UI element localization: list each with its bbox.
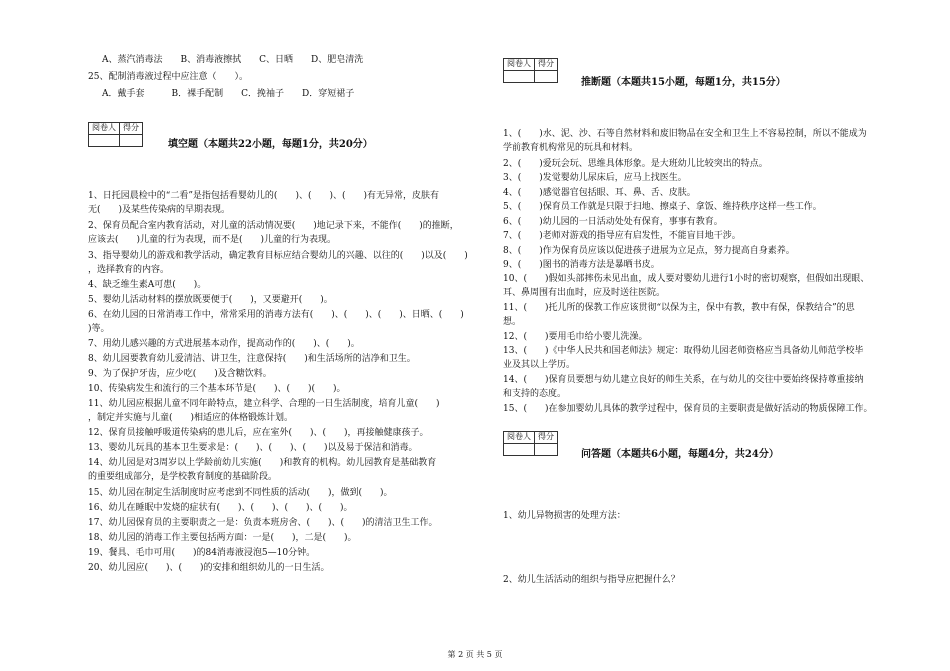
- option-line-24: A、蒸汽消毒法 B、消毒液擦拭 C、日晒 D、肥皂清洗: [102, 55, 364, 65]
- score-cell[interactable]: [535, 71, 558, 83]
- fill-line: 14、幼儿园是对3周岁以上学龄前幼儿实施( )和教育的机构。幼儿园教育是基础教育: [88, 458, 437, 468]
- score-label: 得分: [120, 123, 143, 135]
- judge-line: 7、( )老师对游戏的指导应有启发性，不能盲目地干涉。: [503, 231, 741, 241]
- score-cell[interactable]: [535, 444, 558, 456]
- fill-line: 的重要组成部分，是学校教育制度的基础阶段。: [88, 472, 278, 482]
- fill-line: 9、为了保护牙齿，应少吃( )及含糖饮料。: [88, 369, 272, 379]
- judge-line: 12、( )要用毛巾给小婴儿洗澡。: [503, 332, 648, 342]
- reviewer-label: 阅卷人: [504, 59, 535, 71]
- fill-line: 4、缺乏维生素A可患( )。: [88, 280, 207, 290]
- judge-line: 2、( )爱玩会玩、思维具体形象。是大班幼儿比较突出的特点。: [503, 159, 768, 169]
- fill-line: 5、婴幼儿活动材料的摆放既要便于( )，又要避开( )。: [88, 295, 333, 305]
- fill-line: ，制定并实施与儿童( )相适应的体格锻炼计划。: [88, 413, 294, 423]
- judge-line: 13、( )《中华人民共和国老师法》规定：取得幼儿园老师资格应当具备幼儿师范学校毕: [503, 346, 864, 356]
- judge-line: 14、( )保育员要想与幼儿建立良好的师生关系，在与幼儿的交往中要始终保持尊重接纳: [503, 375, 864, 385]
- judge-line: 15、( )在参加婴幼儿具体的教学过程中，保育员的主要职责是做好活动的物质保障工作。: [503, 404, 873, 414]
- fill-line: 11、幼儿园应根据儿童不同年龄特点，建立科学、合理的一日生活制度，培育儿童( ): [88, 399, 440, 409]
- judge-line: 9、( )图书的消毒方法是暴晒书皮。: [503, 260, 660, 270]
- fill-line: 1、日托园晨检中的“二看”是指包括看婴幼儿的( )、( )、( )有无异常，皮肤有: [88, 191, 439, 201]
- option-line-25: A．戴手套 B．裸手配制 C．挽袖子 D．穿短裙子: [102, 89, 355, 99]
- reviewer-cell[interactable]: [504, 71, 535, 83]
- qa-question: 1、幼儿异物损害的处理方法：: [503, 511, 626, 521]
- section-title-qa: 问答题（本题共6小题，每题4分，共24分）: [581, 449, 779, 460]
- judge-line: 学前教育机构常见的玩具和材料。: [503, 143, 639, 153]
- page-footer: 第 2 页 共 5 页: [447, 650, 503, 659]
- score-box-fill: [88, 122, 143, 147]
- judge-line: 10、( )假如头部摔伤未见出血，成人要对婴幼儿进行1小时的密切观察，但假如出现眼、: [503, 274, 870, 284]
- reviewer-label: 阅卷人: [89, 123, 120, 135]
- score-box-judge: [503, 58, 558, 83]
- judge-line: 4、( )感觉器官包括眼、耳、鼻、舌、皮肤。: [503, 188, 696, 198]
- judge-line: 8、( )作为保育员应该以促进孩子进展为立足点，努力提高自身素养。: [503, 246, 795, 256]
- judge-line: 业及其以上学历。: [503, 360, 576, 370]
- score-label: 得分: [535, 59, 558, 71]
- fill-line: 2、保育员配合室内教育活动，对儿童的活动情况要( )地记录下来，不能作( )的推断，: [88, 221, 459, 231]
- judge-line: 3、( )发觉婴幼儿尿床后，应马上找医生。: [503, 173, 687, 183]
- judge-line: 和支持的态度。: [503, 389, 567, 399]
- score-cell[interactable]: [120, 135, 143, 147]
- judge-line: 1、( )水、泥、沙、石等自然材料和废旧物品在安全和卫生上不容易控制，所以不能成为: [503, 129, 867, 139]
- fill-line: 8、幼儿园要教育幼儿爱清洁、讲卫生，注意保持( )和生活场所的洁净和卫生。: [88, 354, 416, 364]
- fill-line: 15、幼儿园在制定生活制度时应考虑到不同性质的活动( )，做到( )。: [88, 488, 393, 498]
- fill-line: 20、幼儿园应( )、( )的安排和组织幼儿的一日生活。: [88, 563, 330, 573]
- judge-line: 6、( )幼儿园的一日活动处处有保育，事事有教育。: [503, 217, 723, 227]
- fill-line: 18、幼儿园的消毒工作主要包括两方面：一是( )，二是( )。: [88, 533, 357, 543]
- fill-line: 12、保育员接触呼吸道传染病的患儿后，应在室外( )、( )，再接触健康孩子。: [88, 428, 429, 438]
- fill-line: 应该去( )儿童的行为表现，而不是( )儿童的行为表现。: [88, 235, 337, 245]
- score-box-qa: [503, 431, 558, 456]
- fill-line: ，选择教育的内容。: [88, 265, 170, 275]
- fill-line: 16、幼儿在睡眠中发烧的症状有( )、( )、( )、( )。: [88, 503, 353, 513]
- qa-question: 2、幼儿生活活动的组织与指导应把握什么？: [503, 575, 680, 585]
- question-25: 25、配制消毒液过程中应注意（ ）。: [88, 72, 248, 82]
- fill-line: 19、餐具、毛巾可用( )的84消毒液浸泡5—10分钟。: [88, 548, 316, 558]
- score-label: 得分: [535, 432, 558, 444]
- fill-line: 6、在幼儿园的日常消毒工作中，常常采用的消毒方法有( )、( )、( )、日晒、( ): [88, 310, 464, 320]
- section-title-fill: 填空题（本题共22小题，每题1分，共20分）: [168, 139, 373, 150]
- fill-line: 3、指导婴幼儿的游戏和教学活动，确定教育目标应结合婴幼儿的兴趣、以往的( )以及( ): [88, 251, 468, 261]
- fill-line: 无( )及某些传染病的早期表现。: [88, 205, 231, 215]
- judge-line: 5、( )保育员工作就是只限于扫地、擦桌子、拿饭、维持秩序这样一些工作。: [503, 202, 822, 212]
- section-title-judge: 推断题（本题共15小题，每题1分，共15分）: [581, 77, 786, 88]
- judge-line: 耳、鼻周围有出血时，应及时送往医院。: [503, 288, 666, 298]
- fill-line: 10、传染病发生和流行的三个基本环节是( )、( )( )。: [88, 384, 346, 394]
- judge-line: 想。: [503, 317, 522, 327]
- fill-line: 13、婴幼儿玩具的基本卫生要求是：( )、( )、( )以及易于保洁和消毒。: [88, 443, 418, 453]
- fill-line: 7、用幼儿感兴趣的方式进展基本动作，提高动作的( )、( )。: [88, 339, 360, 349]
- reviewer-cell[interactable]: [504, 444, 535, 456]
- judge-line: 11、( )托儿所的保教工作应该贯彻“以保为主，保中有教，教中有保，保教结合”的思: [503, 303, 855, 313]
- reviewer-label: 阅卷人: [504, 432, 535, 444]
- reviewer-cell[interactable]: [89, 135, 120, 147]
- fill-line: )等。: [88, 324, 110, 334]
- fill-line: 17、幼儿园保育员的主要职责之一是：负责本班房舍、( )、( )的清洁卫生工作。: [88, 518, 438, 528]
